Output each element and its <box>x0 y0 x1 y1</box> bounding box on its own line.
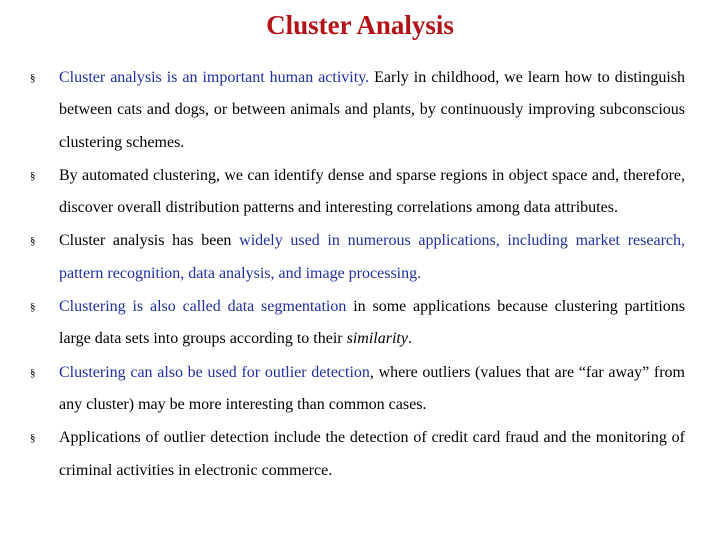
bullet-marker-icon: § <box>30 235 36 248</box>
bullet-marker-icon: § <box>30 366 36 379</box>
bullet-item <box>30 291 685 356</box>
bullet-text <box>59 291 685 356</box>
bullet-text-segment: in some applications because clustering partitions large data sets into groups according to their <box>59 298 685 348</box>
bullet-text-segment: , where outliers (values that are “far away” from any cluster) may be more interesting than common cases. <box>59 363 686 413</box>
bullet-marker-icon: § <box>30 72 36 84</box>
bullet-text-segment: Early in childhood, we learn how to distinguish between cats and dogs, or between animals and plants, by continuously improving subconscious clustering schemes. <box>59 69 685 151</box>
bullet-text-segment: Applications of outlier detection include the detection of credit card fraud and the monitoring of criminal activities in electronic commerce. <box>59 429 685 479</box>
bullet-text-segment: By automated clustering, we can identify dense and sparse regions in object space and, therefore, discover overall distribution patterns and interesting correlations among data attributes. <box>59 166 685 217</box>
bullet-text <box>59 357 685 422</box>
bullet-text <box>59 62 685 159</box>
bullet-text-segment: Clustering can also be used for outlier detection <box>59 363 370 381</box>
bullet-item <box>30 225 685 290</box>
bullet-item <box>30 357 685 422</box>
bullet-text <box>59 160 685 225</box>
bullet-text-segment: Cluster analysis is an important human activity. <box>59 69 370 86</box>
slide-title: Cluster Analysis <box>266 10 454 40</box>
bullet-marker-icon: § <box>30 301 36 314</box>
bullet-marker-icon: § <box>30 169 36 182</box>
bullet-text-segment: Cluster analysis has been <box>59 232 240 250</box>
bullet-text <box>59 422 685 487</box>
bullet-marker-icon: § <box>30 432 36 445</box>
bullet-text-segment: . <box>407 330 412 348</box>
bullet-item <box>30 422 685 487</box>
bullet-text-segment: widely used in numerous applications, including market research, pattern recognition, data analysis, and image processing. <box>59 232 685 282</box>
bullet-list <box>30 62 685 488</box>
bullet-item <box>30 62 685 159</box>
bullet-item <box>30 160 685 225</box>
bullet-text-segment: similarity <box>346 330 408 348</box>
bullet-text <box>59 225 685 290</box>
bullet-text-segment: Clustering is also called data segmentation <box>59 298 347 316</box>
